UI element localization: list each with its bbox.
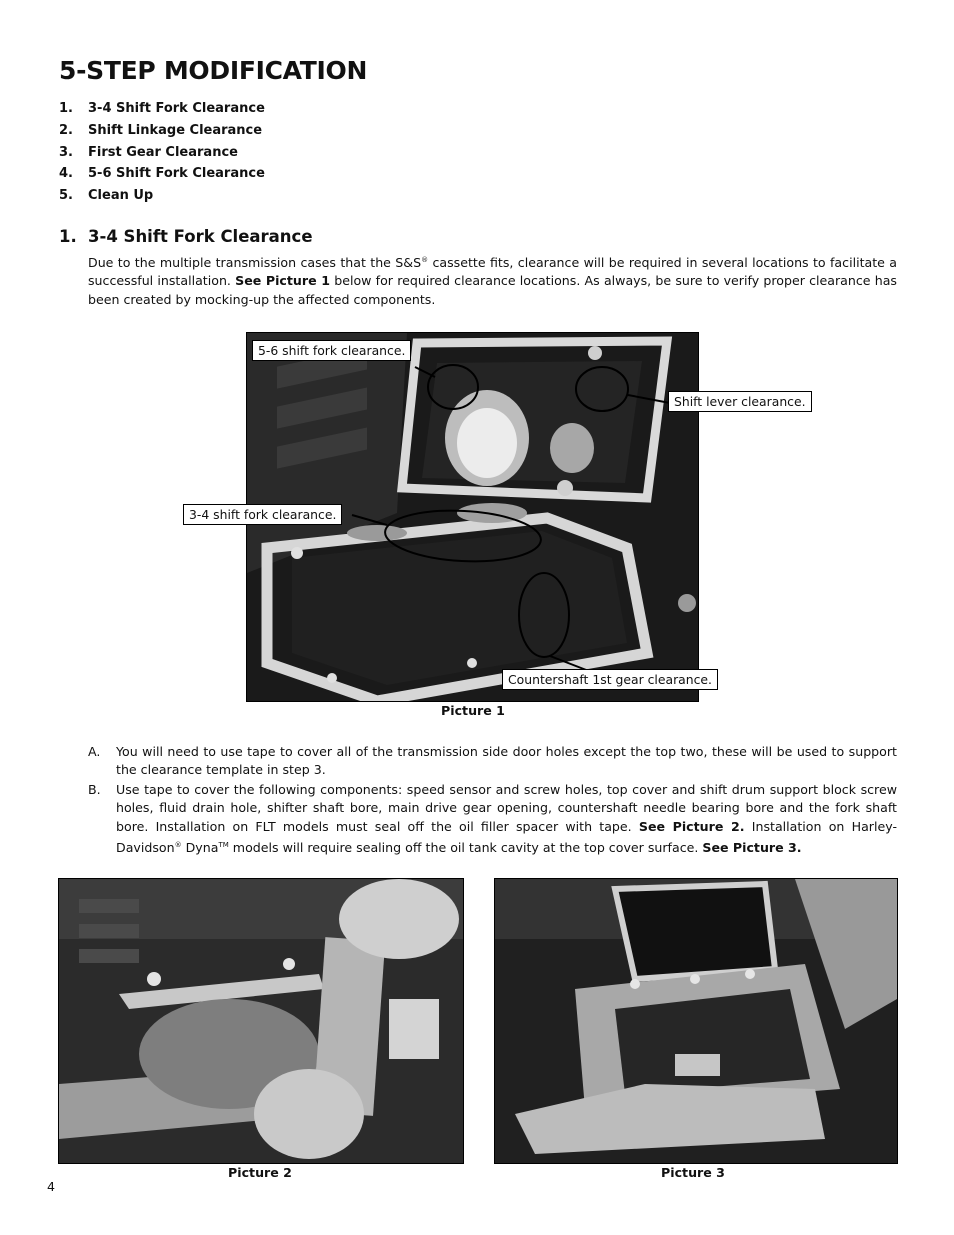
section-intro: Due to the multiple transmission cases that the S&S® cassette fits, clearance will be required in several locations to facilitate a successful installation. See Picture 1 below for required clearance locations. As always, be sure to verify proper clearance has been created by mocking-up the affected components.: [88, 255, 897, 307]
picture-2-caption: Picture 2: [228, 1165, 292, 1180]
page-title: 5-STEP MODIFICATION: [59, 56, 368, 85]
instruction-b: B. Use tape to cover the following components: speed sensor and screw holes, top cover and shift drum support block screw holes, fluid drain hole, shifter shaft bore, main drive gear opening, countershaft needle bearing bore and the fork shaft bore. Installation on FLT models must seal off the oil filler spacer with tape. See Picture 2. Installation on Harley-Davidson® Dyna™ models will require sealing off the oil tank cavity at the top cover surface. See Picture 3.: [88, 782, 897, 856]
page-number: 4: [47, 1179, 56, 1194]
picture-1-caption: Picture 1: [441, 703, 505, 718]
taping-hands-image: [59, 879, 463, 1163]
picture-2-photo: [58, 878, 464, 1164]
step-item: 4. 5-6 Shift Fork Clearance: [59, 166, 265, 182]
callout-3-4-shift-fork: 3-4 shift fork clearance.: [183, 504, 342, 525]
step-item: 5. Clean Up: [59, 188, 154, 204]
instruction-a: A. You will need to use tape to cover all of the transmission side door holes except the top two, these will be used to support the clearance template in step 3.: [88, 744, 897, 778]
picture-3-caption: Picture 3: [661, 1165, 725, 1180]
step-item: 1. 3-4 Shift Fork Clearance: [59, 101, 265, 116]
callout-countershaft-1st-gear: Countershaft 1st gear clearance.: [502, 669, 718, 690]
step-item: 2. Shift Linkage Clearance: [59, 122, 263, 138]
picture-3-photo: [494, 878, 898, 1164]
callout-shift-lever: Shift lever clearance.: [668, 391, 812, 412]
section-heading: 1. 3-4 Shift Fork Clearance: [59, 227, 313, 246]
callout-5-6-shift-fork: 5-6 shift fork clearance.: [252, 340, 411, 361]
step-item: 3. First Gear Clearance: [59, 144, 238, 160]
taped-case-image: [495, 879, 897, 1163]
step-list: [59, 101, 265, 210]
